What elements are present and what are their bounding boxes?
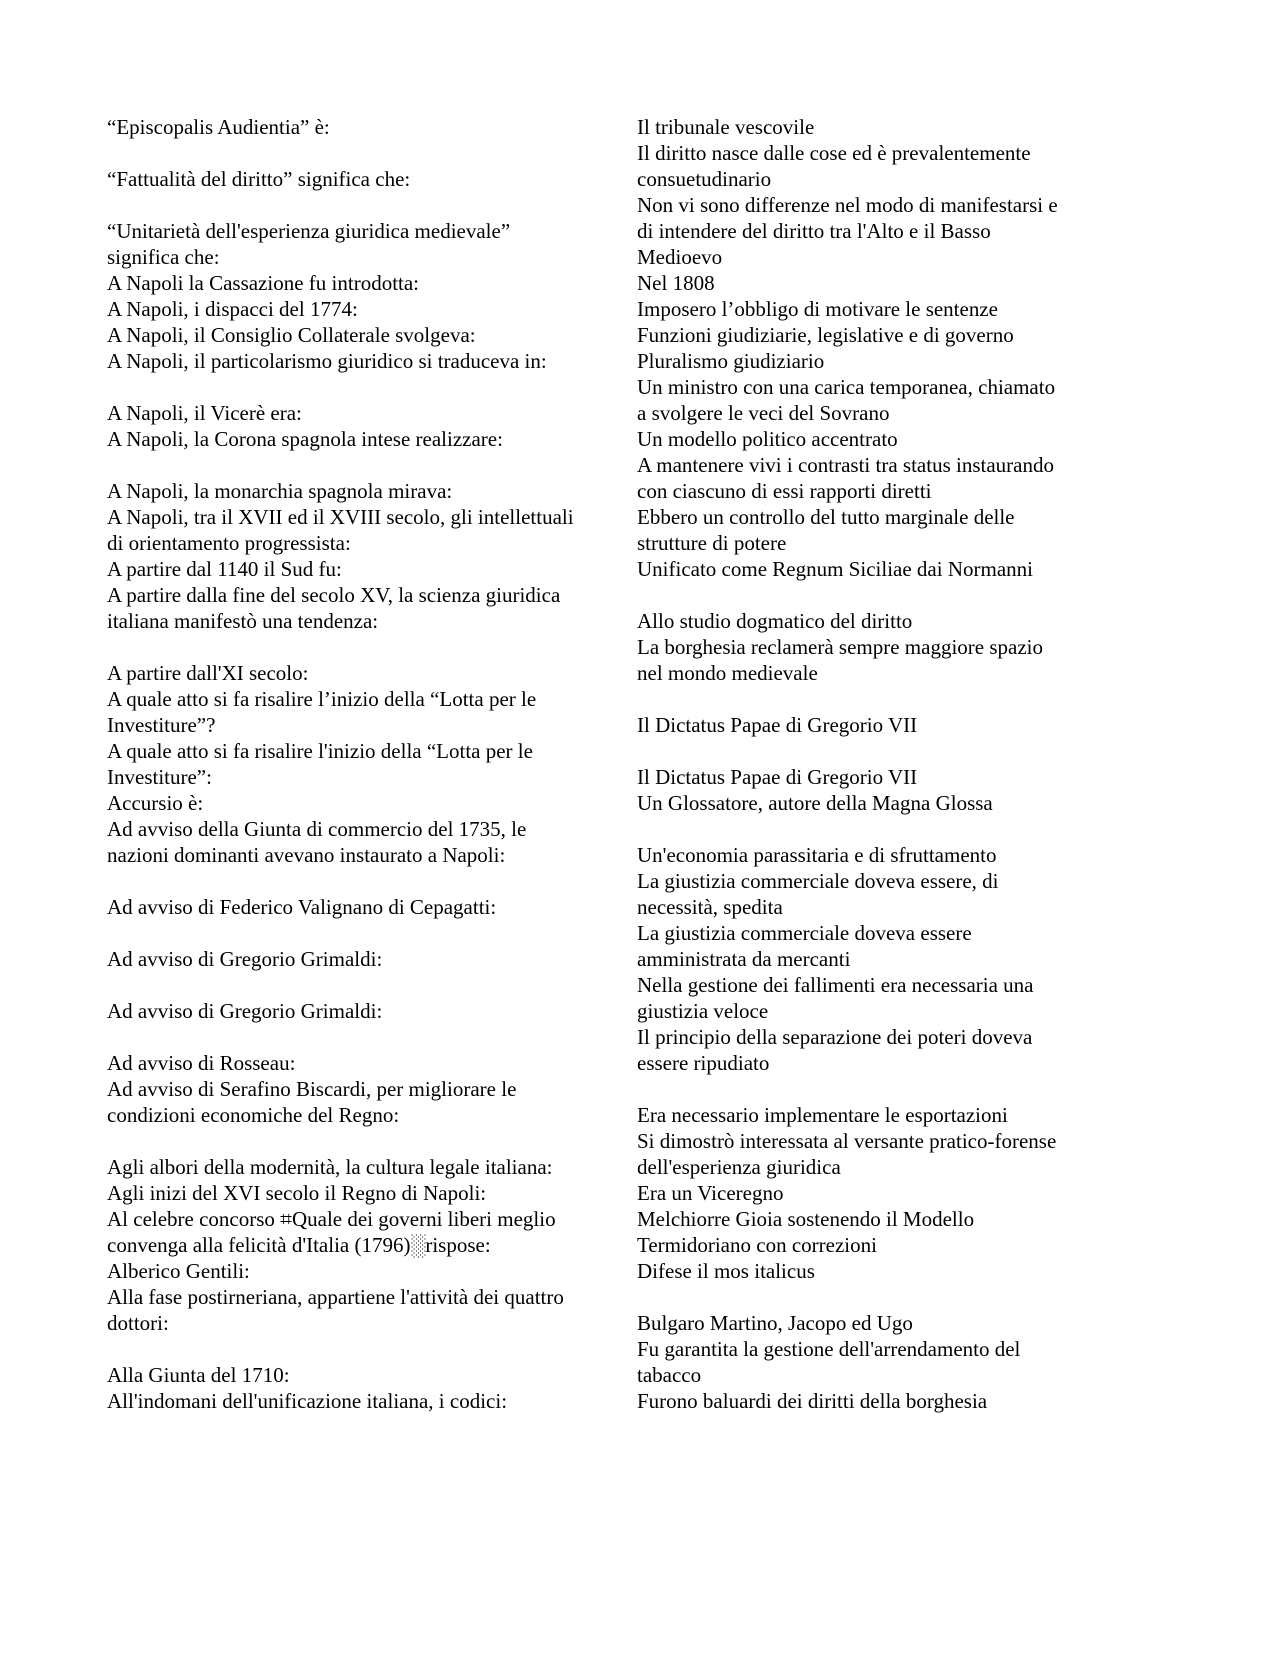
question-text: “Unitarietà dell'esperienza giuridica medievale” significa che: [107, 219, 511, 269]
qa-row [107, 1388, 1167, 1414]
answer-text: La giustizia commerciale doveva essere amministrata da mercanti [637, 921, 972, 971]
answer-text: Era un Viceregno [637, 1181, 784, 1205]
question-text: Alberico Gentili: [107, 1259, 250, 1283]
qa-row [107, 1076, 1167, 1128]
question-text: Ad avviso di Gregorio Grimaldi: [107, 999, 383, 1023]
question-text: A partire dall'XI secolo: [107, 661, 309, 685]
question-text: A quale atto si fa risalire l'inizio della “Lotta per le Investiture”: [107, 739, 533, 789]
question-text: Agli albori della modernità, la cultura legale italiana: [107, 1155, 553, 1179]
qa-row [107, 868, 1167, 920]
question-text: A partire dalla fine del secolo XV, la scienza giuridica italiana manifestò una tendenza: [107, 583, 561, 633]
question-text: Ad avviso di Federico Valignano di Cepagatti: [107, 895, 497, 919]
qa-row [107, 114, 1167, 140]
question-text: Agli inizi del XVI secolo il Regno di Napoli: [107, 1181, 487, 1205]
answer-text: Il principio della separazione dei poteri doveva essere ripudiato [637, 1025, 1033, 1075]
qa-row [107, 1258, 1167, 1284]
answer-text: Fu garantita la gestione dell'arrendamento del tabacco [637, 1337, 1021, 1387]
question-text: Ad avviso della Giunta di commercio del 1735, le nazioni dominanti avevano instaurato a Napoli: [107, 817, 527, 867]
qa-row [107, 816, 1167, 868]
answer-text: Pluralismo giudiziario [637, 349, 825, 373]
question-text: Al celebre concorso ⌗Quale dei governi liberi meglio convenga alla felicità d'Italia (1796)░risposе: [107, 1207, 556, 1257]
question-text: A partire dal 1140 il Sud fu: [107, 557, 342, 581]
question-text: A Napoli, tra il XVII ed il XVIII secolo, gli intellettuali di orientamento progressista: [107, 505, 574, 555]
question-text: A Napoli, la monarchia spagnola mirava: [107, 479, 453, 503]
question-text: Ad avviso di Serafino Biscardi, per migliorare le condizioni economiche del Regno: [107, 1077, 517, 1127]
qa-row [107, 738, 1167, 790]
answer-text: Il tribunale vescovile [637, 115, 815, 139]
answer-text: Un Glossatore, autore della Magna Glossa [637, 791, 993, 815]
answer-text: La giustizia commerciale doveva essere, di necessità, spedita [637, 869, 999, 919]
answer-text: Il Dictatus Papae di Gregorio VII [637, 713, 918, 737]
answer-text: Melchiorre Gioia sostenendo il Modello Termidoriano con correzioni [637, 1207, 975, 1257]
qa-row [107, 296, 1167, 322]
question-text: A quale atto si fa risalire l’inizio della “Lotta per le Investiture”? [107, 687, 537, 737]
qa-row [107, 1206, 1167, 1258]
answer-text: Un'economia parassitaria e di sfruttamento [637, 843, 997, 867]
answer-text: Allo studio dogmatico del diritto [637, 609, 913, 633]
qa-row [107, 556, 1167, 582]
answer-text: Ebbero un controllo del tutto marginale delle strutture di potere [637, 505, 1015, 555]
question-text: All'indomani dell'unificazione italiana, i codici: [107, 1389, 508, 1413]
question-text: Ad avviso di Gregorio Grimaldi: [107, 947, 383, 971]
answer-text: Un ministro con una carica temporanea, chiamato a svolgere le veci del Sovrano [637, 375, 1056, 425]
qa-row [107, 920, 1167, 972]
answer-text: Unificato come Regnum Siciliae dai Normanni [637, 557, 1033, 581]
question-text: A Napoli, il particolarismo giuridico si traduceva in: [107, 349, 547, 373]
question-text: “Episcopalis Audientia” è: [107, 115, 330, 139]
answer-text: La borghesia reclamerà sempre maggiore spazio nel mondo medievale [637, 635, 1044, 685]
question-text: A Napoli, il Vicerè era: [107, 401, 302, 425]
question-text: Accursio è: [107, 791, 204, 815]
qa-row [107, 270, 1167, 296]
answer-text: Era necessario implementare le esportazioni [637, 1103, 1008, 1127]
answer-text: Furono baluardi dei diritti della borghesia [637, 1389, 988, 1413]
answer-text: Imposero l’obbligo di motivare le sentenze [637, 297, 998, 321]
question-text: Ad avviso di Rosseau: [107, 1051, 296, 1075]
qa-row [107, 972, 1167, 1024]
answer-text: Si dimostrò interessata al versante pratico-forense dell'esperienza giuridica [637, 1129, 1057, 1179]
question-text: Alla Giunta del 1710: [107, 1363, 290, 1387]
qa-row [107, 322, 1167, 348]
qa-row [107, 634, 1167, 686]
question-text: A Napoli, la Corona spagnola intese realizzare: [107, 427, 503, 451]
qa-row [107, 192, 1167, 270]
answer-text: Nel 1808 [637, 271, 715, 295]
answer-text: Un modello politico accentrato [637, 427, 898, 451]
qa-row [107, 1024, 1167, 1076]
question-text: A Napoli, i dispacci del 1774: [107, 297, 358, 321]
answer-text: Il diritto nasce dalle cose ed è prevalentemente consuetudinario [637, 141, 1031, 191]
answer-text: Non vi sono differenze nel modo di manifestarsi e di intendere del diritto tra l'Alto e il Basso Medioevo [637, 193, 1058, 269]
qa-row [107, 1128, 1167, 1180]
qa-row [107, 582, 1167, 634]
qa-row [107, 374, 1167, 426]
answer-text: Difese il mos italicus [637, 1259, 815, 1283]
qa-row [107, 1336, 1167, 1388]
answer-text: Il Dictatus Papae di Gregorio VII [637, 765, 918, 789]
qa-row [107, 140, 1167, 192]
answer-text: Bulgaro Martino, Jacopo ed Ugo [637, 1311, 913, 1335]
answer-text: A mantenere vivi i contrasti tra status instaurando con ciascuno di essi rapporti diretti [637, 453, 1054, 503]
qa-row [107, 686, 1167, 738]
question-text: A Napoli la Cassazione fu introdotta: [107, 271, 420, 295]
answer-text: Nella gestione dei fallimenti era necessaria una giustizia veloce [637, 973, 1034, 1023]
question-text: A Napoli, il Consiglio Collaterale svolgeva: [107, 323, 476, 347]
qa-row [107, 790, 1167, 816]
question-text: “Fattualità del diritto” significa che: [107, 167, 411, 191]
qa-row [107, 504, 1167, 556]
qa-row [107, 452, 1167, 504]
qa-row [107, 1180, 1167, 1206]
qa-row [107, 426, 1167, 452]
qa-row [107, 348, 1167, 374]
qa-row [107, 1284, 1167, 1336]
answer-text: Funzioni giudiziarie, legislative e di governo [637, 323, 1014, 347]
qa-list [107, 114, 1167, 1414]
question-text: Alla fase postirneriana, appartiene l'attività dei quattro dottori: [107, 1285, 564, 1335]
